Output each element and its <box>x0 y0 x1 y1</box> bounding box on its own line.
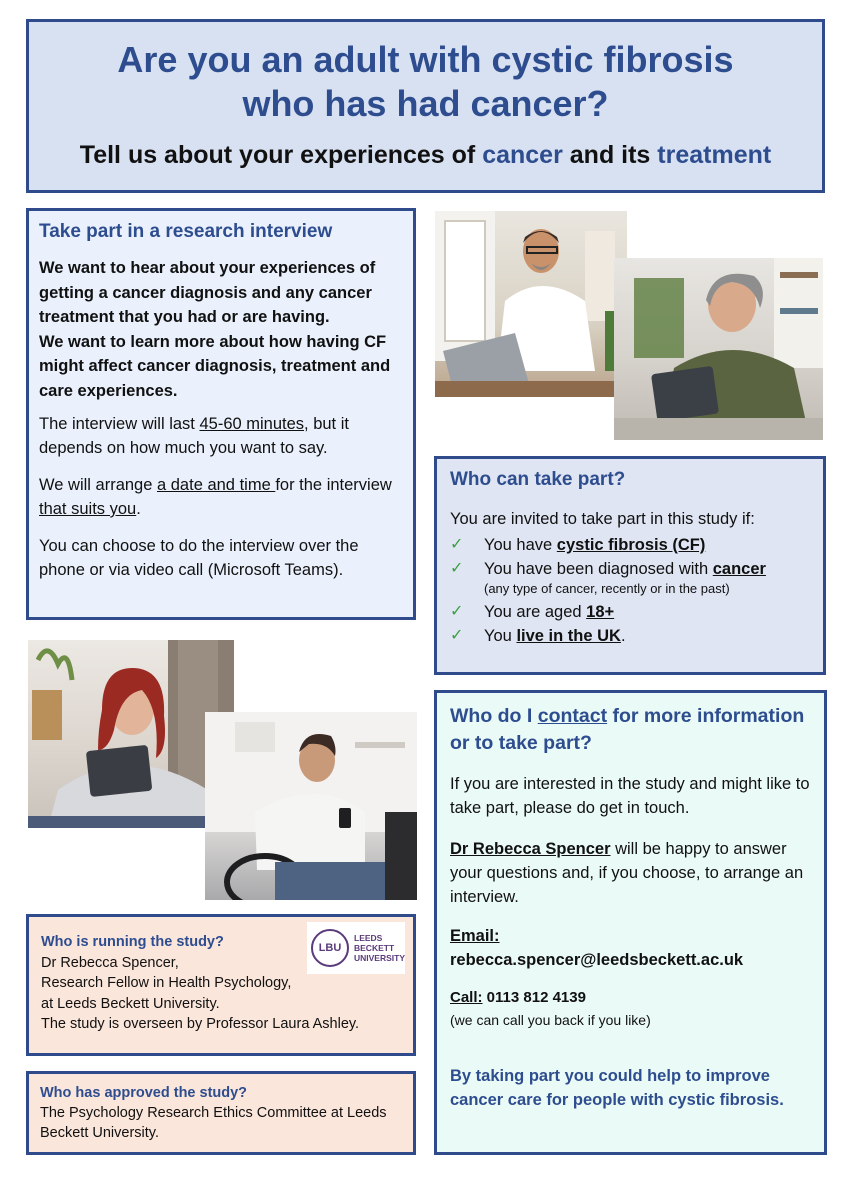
criterion-cancer: ✓ You have been diagnosed with cancer <box>450 557 811 581</box>
interview-length: The interview will last 45-60 minutes, but it depends on how much you want to say. <box>39 415 349 457</box>
contact-person: Dr Rebecca Spencer will be happy to answer your questions and, if you choose, to arrange an interview. <box>450 840 804 906</box>
phone-row <box>450 986 812 1010</box>
callback-note: (we can call you back if you like) <box>450 1012 651 1028</box>
subheadline: Tell us about your experiences of cancer and its treatment <box>79 141 772 169</box>
check-icon: ✓ <box>450 603 464 620</box>
criterion-uk: ✓ You live in the UK. <box>450 624 811 648</box>
contact-heading: Who do I contact for more information or to take part? <box>450 705 805 754</box>
eligibility-heading: Who can take part? <box>450 469 626 490</box>
phone-number[interactable]: 0113 812 4139 <box>482 989 586 1006</box>
closing-statement: By taking part you could help to improve cancer care for people with cystic fibrosis. <box>450 1067 784 1109</box>
approval-section <box>26 1071 416 1155</box>
check-icon: ✓ <box>450 627 464 644</box>
intro-bold: We want to hear about your experiences of getting a cancer diagnosis and any cancer treatment that you had or are having. We want to learn more about how having CF might affect cancer diagnosis, treatment and care experiences. <box>39 259 391 400</box>
researcher-role: Research Fellow in Health Psychology, <box>41 975 292 991</box>
contact-interest: If you are interested in the study and might like to take part, please do get in touch. <box>450 775 810 817</box>
contact-section <box>434 690 827 1155</box>
study-oversight: The study is overseen by Professor Laura Ashley. <box>41 1016 360 1032</box>
photo-man-wheelchair-phone <box>205 712 417 900</box>
photo-man-with-laptop <box>435 211 627 397</box>
eligibility-section <box>434 456 826 675</box>
take-part-section <box>26 208 416 620</box>
take-part-heading: Take part in a research interview <box>39 221 333 242</box>
check-icon: ✓ <box>450 536 464 553</box>
interview-arrange: We will arrange a date and time for the interview that suits you. <box>39 476 392 518</box>
study-team-heading: Who is running the study? <box>41 934 224 950</box>
criterion-age: ✓ You are aged 18+ <box>450 600 811 624</box>
university-seal-icon: LBU <box>311 929 349 967</box>
criterion-cancer-note: (any type of cancer, recently or in the past) <box>484 581 730 596</box>
header-banner <box>26 19 825 193</box>
approval-heading: Who has approved the study? <box>40 1085 248 1101</box>
check-icon: ✓ <box>450 560 464 577</box>
logo-text: LEEDS BECKETT UNIVERSITY <box>354 933 406 963</box>
call-label: Call: <box>450 989 483 1006</box>
criterion-cf: ✓ You have cystic fibrosis (CF) <box>450 533 811 557</box>
eligibility-intro: You are invited to take part in this study if: <box>450 510 755 528</box>
email-address[interactable]: rebecca.spencer@leedsbeckett.ac.uk <box>450 951 744 969</box>
interview-mode: You can choose to do the interview over the phone or via video call (Microsoft Teams). <box>39 537 359 579</box>
approval-body: The Psychology Research Ethics Committee at Leeds Beckett University. <box>40 1105 387 1141</box>
headline-line-1: Are you an adult with cystic fibrosis <box>117 39 734 80</box>
leeds-beckett-logo <box>307 922 405 974</box>
photo-woman-red-hair-tablet <box>28 640 234 828</box>
researcher-name: Dr Rebecca Spencer, <box>41 954 179 971</box>
researcher-institution: at Leeds Beckett University. <box>41 995 220 1012</box>
email-label: Email: <box>450 927 500 945</box>
photo-woman-with-tablet <box>614 258 823 440</box>
headline-line-2: who has had cancer? <box>242 83 609 124</box>
